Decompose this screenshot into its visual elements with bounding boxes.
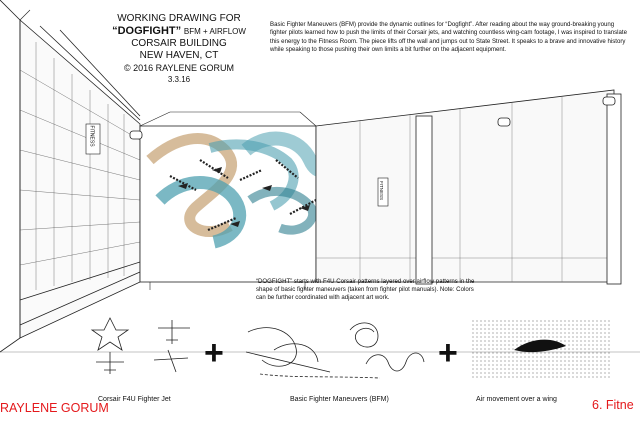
label-corsair-jet: Corsair F4U Fighter Jet	[98, 396, 171, 403]
title-name: “DOGFIGHT”	[112, 25, 182, 37]
right-wall	[316, 90, 614, 282]
title-block	[104, 13, 254, 86]
mural-caption: “DOGFIGHT” starts with F4U Corsair patterns layered over airflow patterns in the shape of basic fighter maneuvers (taken from fighter pilot manuals). Note: Colors can be further coordinated with adjacent art work.	[256, 278, 475, 302]
title-subtitle: BFM + AIRFLOW	[183, 27, 246, 36]
plus-icon: +	[438, 334, 458, 372]
title-copyright: © 2016 RAYLENE GORUM	[124, 63, 234, 73]
title-building: CORSAIR BUILDING	[131, 38, 227, 49]
plus-icon: +	[204, 334, 224, 372]
title-name-row	[104, 25, 254, 38]
footer-page: 6. Fitne	[592, 398, 634, 412]
project-description: Basic Fighter Maneuvers (BFM) provide the dynamic outlines for “Dogfight”. After reading about the way ground-breaking young fighter pilots learned how to push the limits of their Corsair jets, and watching countless wing-cam footage, I was inspired to translate this energy to the Fitness Room. The piece lifts off the wall and jumps out to State Street. It speaks to a brave and innovative history while speaking to those pushing their own limits a bit further on the adjacent equipment.	[270, 21, 628, 53]
title-date: 3.3.16	[167, 75, 191, 84]
title-city: NEW HAVEN, CT	[139, 50, 219, 61]
airflow-diagram	[472, 320, 612, 380]
footer-artist: RAYLENE GORUM	[0, 401, 109, 415]
title-line1: WORKING DRAWING FOR	[117, 13, 241, 24]
label-bfm: Basic Fighter Maneuvers (BFM)	[290, 396, 389, 403]
corsair-jet-drawings	[92, 318, 190, 374]
bfm-diagram	[246, 323, 424, 378]
fitness-sign-right: FITNESS	[379, 180, 385, 201]
fitness-sign-left: FITNESS	[88, 125, 95, 147]
label-airflow: Air movement over a wing	[476, 396, 557, 403]
